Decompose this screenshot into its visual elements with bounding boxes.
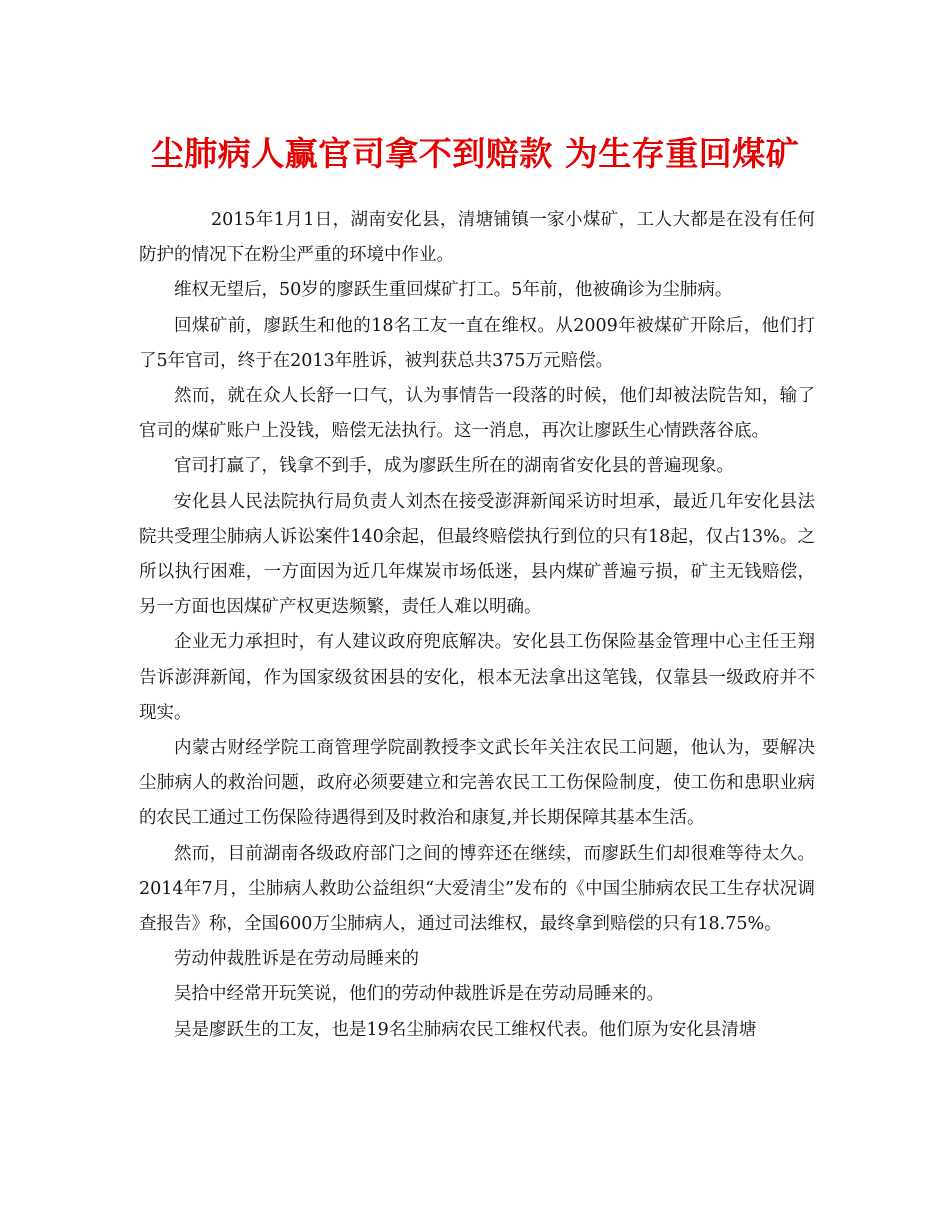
article-body: [139, 203, 815, 1048]
paragraph-9: 然而，目前湖南各级政府部门之间的博弈还在继续，而廖跃生们却很难等待太久。2014年7月，尘肺病人救助公益组织“大爱清尘”发布的《中国尘肺病农民工生存状况调查报告》称，全国600万尘肺病人，通过司法维权，最终拿到赔偿的只有18.75%。: [139, 843, 815, 935]
paragraph-5: 官司打赢了，钱拿不到手，成为廖跃生所在的湖南省安化县的普遍现象。: [174, 456, 734, 477]
paragraph-11: 吴拾中经常开玩笑说，他们的劳动仲裁胜诉是在劳动局睡来的。: [174, 984, 664, 1005]
paragraph-1: 2015年1月1日，湖南安化县，清塘铺镇一家小煤矿，工人大都是在没有任何防护的情况下在粉尘严重的环境中作业。: [139, 210, 815, 266]
paragraph-12: 吴是廖跃生的工友，也是19名尘肺病农民工维权代表。他们原为安化县清塘: [174, 1019, 757, 1040]
paragraph-8: 内蒙古财经学院工商管理学院副教授李文武长年关注农民工问题，他认为，要解决尘肺病人的救治问题，政府必须要建立和完善农民工工伤保险制度，使工伤和患职业病的农民工通过工伤保险待遇得到及时救治和康复,并长期保障其基本生活。: [139, 738, 815, 829]
page-title: 尘肺病人赢官司拿不到赔款 为生存重回煤矿: [150, 134, 800, 173]
paragraph-4: 然而，就在众人长舒一口气，认为事情告一段落的时候，他们却被法院告知，输了官司的煤矿账户上没钱，赔偿无法执行。这一消息，再次让廖跃生心情跌落谷底。: [139, 386, 815, 442]
paragraph-7: 企业无力承担时，有人建议政府兜底解决。安化县工伤保险基金管理中心主任王翔告诉澎湃新闻，作为国家级贫困县的安化，根本无法拿出这笔钱，仅靠县一级政府并不现实。: [139, 632, 815, 723]
section-heading-paragraph: 劳动仲裁胜诉是在劳动局睡来的: [174, 949, 419, 970]
paragraph-3: 回煤矿前，廖跃生和他的18名工友一直在维权。从2009年被煤矿开除后，他们打了5年官司，终于在2013年胜诉，被判获总共375万元赔偿。: [139, 315, 815, 371]
paragraph-6: 安化县人民法院执行局负责人刘杰在接受澎湃新闻采访时坦承，最近几年安化县法院共受理尘肺病人诉讼案件140余起，但最终赔偿执行到位的只有18起，仅占13%。之所以执行困难，一方面因为近几年煤炭市场低迷，县内煤矿普遍亏损，矿主无钱赔偿，另一方面也因煤矿产权更迭频繁，责任人难以明确。: [139, 491, 815, 618]
paragraph-2: 维权无望后，50岁的廖跃生重回煤矿打工。5年前，他被确诊为尘肺病。: [174, 280, 733, 301]
